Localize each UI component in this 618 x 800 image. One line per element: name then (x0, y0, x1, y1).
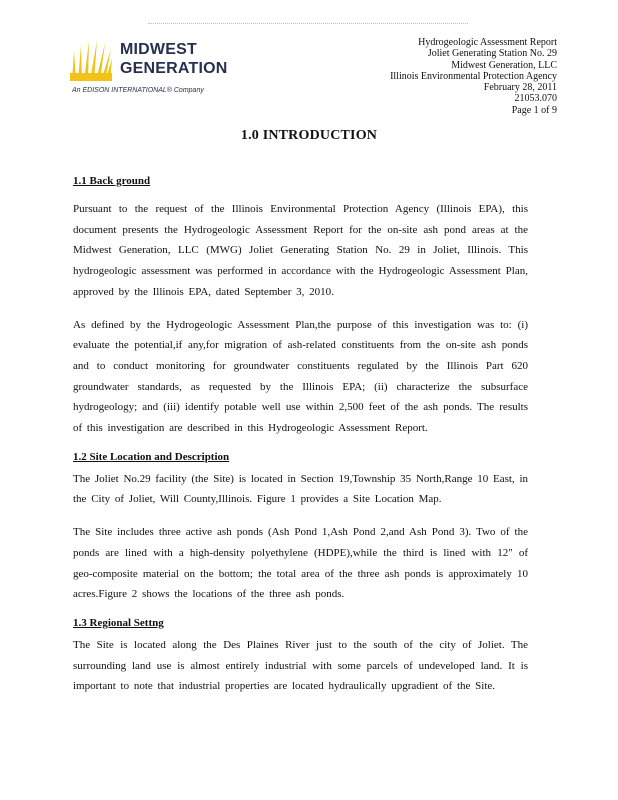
report-number: 21053.070 (514, 93, 557, 105)
header-rule (148, 23, 468, 24)
logo-tagline: An EDISON INTERNATIONAL® Company (72, 87, 204, 94)
paragraph: The Joliet No.29 facility (the Site) is located in Section 19,Township 35 North,Range 10 East, in the City of Joliet, Will County,Illinois. Figure 1 provides a Site Location Map. (73, 472, 528, 506)
document-body (73, 175, 528, 697)
section-background (73, 175, 528, 439)
page-number: Page 1 of 9 (511, 104, 557, 116)
section-site-location (73, 451, 528, 605)
station-name: Joliet Generating Station No. 29 (427, 48, 557, 60)
logo-text-line1: MIDWEST (120, 41, 197, 58)
paragraph: The Site includes three active ash ponds (Ash Pond 1,Ash Pond 2,and Ash Pond 3). Two of the ponds are lined with a high-density polyethylene (HDPE),while the third is lined with 12" of geo-composite material on the bottom; the total area of the three ash ponds is approximately 10 acres.Figure 2 shows the locations of the three ash ponds. (73, 526, 528, 601)
section-regional-setting (73, 617, 528, 697)
paragraph: The Site is located along the Des Plaines River just to the south of the city of Joliet. The surrounding land use is almost entirely industrial with some parcels of undeveloped land. It is important to note that industrial properties are located hydraulically upgradient of the Site. (73, 638, 528, 693)
sunburst-logo-icon (70, 37, 112, 81)
agency-name: Illinois Environmental Protection Agency (390, 70, 557, 82)
report-title: Hydrogeologic Assessment Report (418, 37, 557, 48)
company-name: Midwest Generation, LLC (451, 59, 557, 71)
company-logo (70, 37, 245, 99)
paragraph: Pursuant to the request of the Illinois Environmental Protection Agency (Illinois EPA), this document presents the Hydrogeologic Assessment Report for the on-site ash pond areas at the Midwest Generation, LLC (MWG) Joliet Generating Station No. 29 in Joliet, Illinois. This hydrogeologic assessment was performed in accordance with the Hydrogeologic Assessment Plan, approved by the Illinois EPA, dated September 3, 2010. (73, 203, 528, 298)
paragraph: As defined by the Hydrogeologic Assessment Plan,the purpose of this investigation was to: (i) evaluate the potential,if any,for migration of ash-related constituents from the on-site ash ponds and to conduct monitoring for groundwater constituents regulated by the Illinois Part 620 groundwater standards, as requested by the Illinois EPA; (ii) characterize the subsurface hydrogeology; and (iii) identify potable well use within 2,500 feet of the ash ponds. The results of this investigation are described in this Hydrogeologic Assessment Report. (73, 318, 528, 435)
page-title: 1.0 INTRODUCTION (240, 128, 378, 143)
report-date: February 28, 2011 (483, 82, 557, 94)
section-heading: 1.1 Back ground (73, 175, 151, 187)
report-header (390, 37, 557, 116)
section-heading: 1.2 Site Location and Description (73, 450, 230, 463)
logo-text-line2: GENERATION (120, 60, 228, 77)
section-heading: 1.3 Regional Settng (73, 616, 164, 629)
